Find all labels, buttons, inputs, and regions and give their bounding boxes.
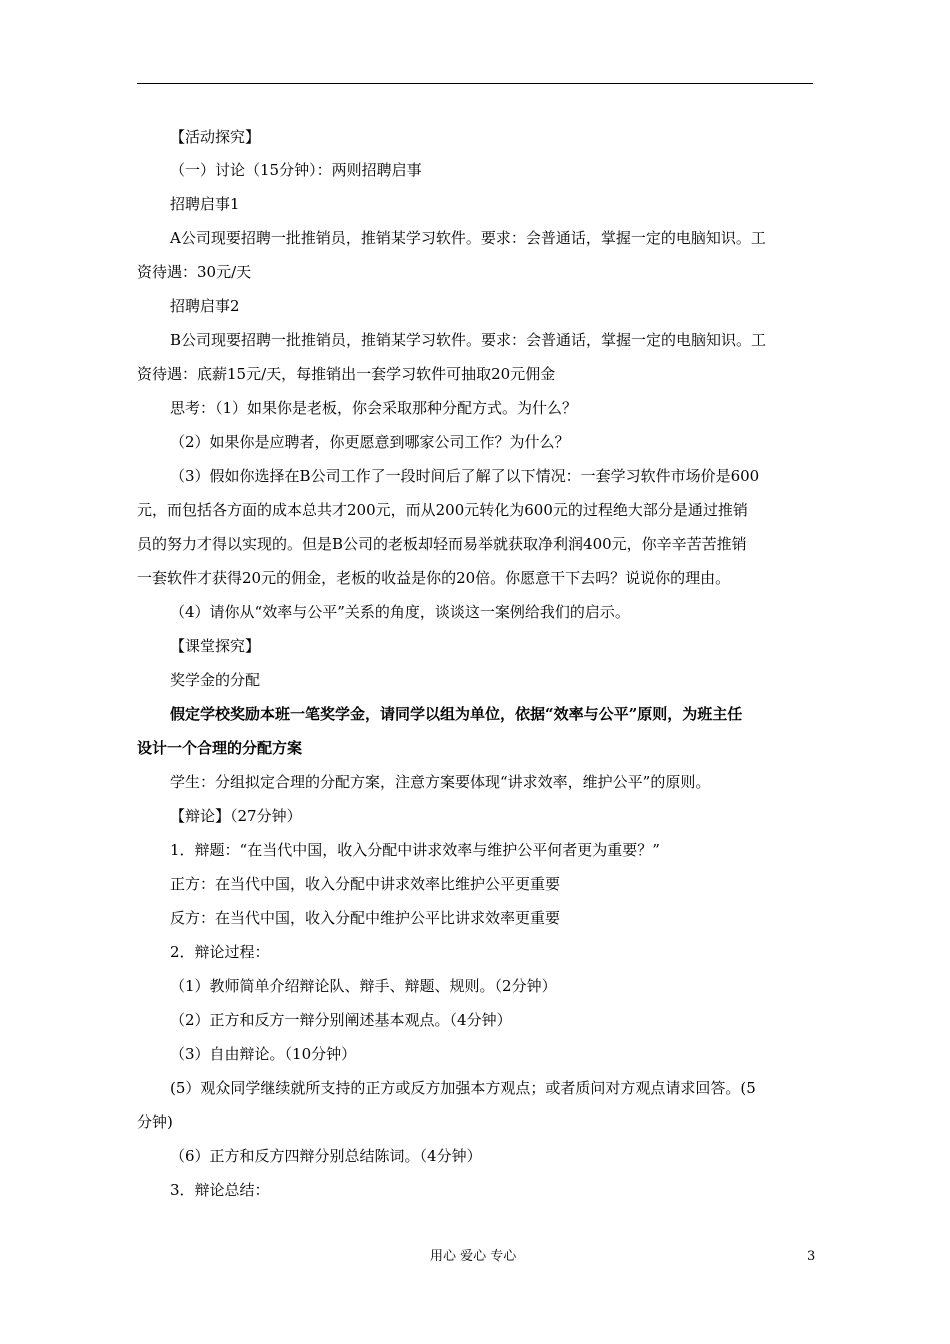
debate-topic: 1．辩题：“在当代中国，收入分配中讲求效率与维护公平何者更为重要？” xyxy=(170,841,660,859)
job-ad-1-text: A公司现要招聘一批推销员，推销某学习软件。要求：会普通话，掌握一定的电脑知识。工 xyxy=(170,229,766,247)
debate-step-2: （2）正方和反方一辩分别阐述基本观点。（4分钟） xyxy=(170,1011,512,1029)
job-ad-2-title: 招聘启事2 xyxy=(170,297,240,315)
section-heading-activity: 【活动探究】 xyxy=(170,128,261,146)
scholarship-title: 奖学金的分配 xyxy=(170,671,261,689)
question-2: （2）如果你是应聘者，你更愿意到哪家公司工作？为什么？ xyxy=(170,433,570,451)
negative-side: 反方：在当代中国，收入分配中维护公平比讲求效率更重要 xyxy=(170,909,561,927)
debate-step-5: (5）观众同学继续就所支持的正方或反方加强本方观点；或者质问对方观点请求回答。(5 xyxy=(170,1079,756,1097)
job-ad-1-text-cont: 资待遇：30元/天 xyxy=(137,263,252,281)
debate-summary-heading: 3．辩论总结： xyxy=(170,1181,270,1199)
header-rule xyxy=(137,83,813,84)
question-3-cont-1: 元，而包括各方面的成本总共才200元，而从200元转化为600元的过程绝大部分是通过推销 xyxy=(137,501,748,519)
question-4: （4）请你从“效率与公平”关系的角度，谈谈这一案例给我们的启示。 xyxy=(170,603,630,621)
discussion-heading: （一）讨论（15分钟）：两则招聘启事 xyxy=(170,161,422,179)
question-3-cont-2: 员的努力才得以实现的。但是B公司的老板却轻而易举就获取净利润400元，你辛辛苦苦推销 xyxy=(137,535,747,553)
job-ad-1-title: 招聘启事1 xyxy=(170,195,240,213)
scholarship-task: 假定学校奖励本班一笔奖学金，请同学以组为单位，依据“效率与公平”原则，为班主任 xyxy=(170,705,743,723)
question-3-cont-3: 一套软件才获得20元的佣金，老板的收益是你的20倍。你愿意干下去吗？说说你的理由。 xyxy=(137,569,731,587)
question-3: （3）假如你选择在B公司工作了一段时间后了解了以下情况：一套学习软件市场价是600 xyxy=(170,467,760,485)
job-ad-2-text-cont: 资待遇：底薪15元/天，每推销出一套学习软件可抽取20元佣金 xyxy=(137,365,556,383)
job-ad-2-text: B公司现要招聘一批推销员，推销某学习软件。要求：会普通话，掌握一定的电脑知识。工 xyxy=(170,331,767,349)
student-instruction: 学生：分组拟定合理的分配方案，注意方案要体现“讲求效率，维护公平”的原则。 xyxy=(170,773,711,791)
debate-step-1: （1）教师简单介绍辩论队、辩手、辩题、规则。（2分钟） xyxy=(170,977,557,995)
debate-step-6: （6）正方和反方四辩分别总结陈词。（4分钟） xyxy=(170,1147,482,1165)
footer-motto: 用心 爱心 专心 xyxy=(430,1249,517,1264)
debate-process-heading: 2．辩论过程： xyxy=(170,943,270,961)
scholarship-task-cont: 设计一个合理的分配方案 xyxy=(137,739,303,757)
debate-step-5-cont: 分钟) xyxy=(137,1113,173,1131)
section-heading-debate: 【辩论】（27分钟） xyxy=(170,807,302,825)
page-number: 3 xyxy=(807,1249,816,1264)
debate-step-3: （3）自由辩论。（10分钟） xyxy=(170,1045,357,1063)
question-1: 思考：（1）如果你是老板，你会采取那种分配方式。为什么？ xyxy=(170,399,578,417)
affirmative-side: 正方：在当代中国，收入分配中讲求效率比维护公平更重要 xyxy=(170,875,561,893)
section-heading-classroom: 【课堂探究】 xyxy=(170,637,261,655)
